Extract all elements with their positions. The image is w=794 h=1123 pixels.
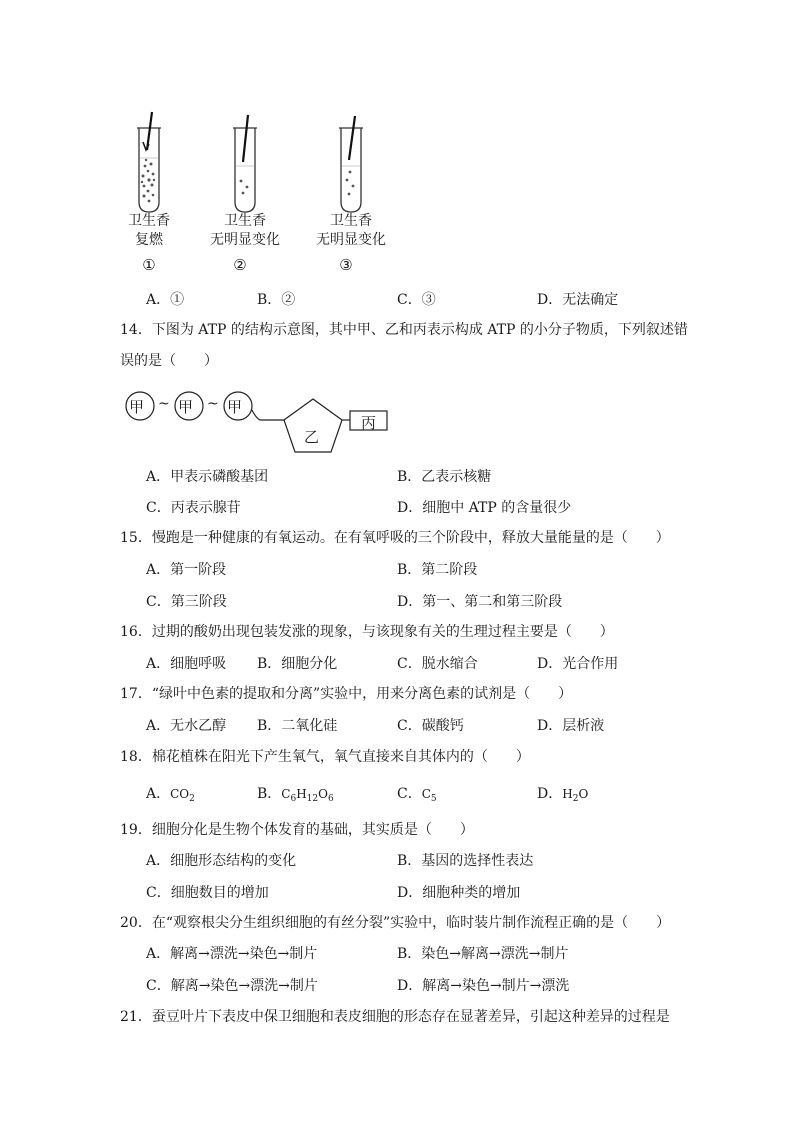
formula-subscript: 12 [306, 794, 319, 804]
formula-subscript: 6 [327, 794, 334, 804]
q17-option-c: C．碳酸钙 [397, 718, 464, 734]
q20-option-c: C．解离→染色→漂洗→制片 [146, 978, 318, 994]
q14-stem-line1: 14．下图为 ATP 的结构示意图，其中甲、乙和丙表示构成 ATP 的小分子物质，下列叙述错 [120, 322, 688, 338]
q14-option-b: B．乙表示核糖 [397, 469, 492, 485]
q18-option-a [146, 784, 195, 809]
q20-option-b: B．染色→解离→漂洗→制片 [397, 946, 569, 962]
option-prefix: B． [257, 786, 282, 802]
q16-stem: 16．过期的酸奶出现包装发涨的现象，与该现象有关的生理过程主要是（ ） [120, 624, 614, 640]
q21-stem: 21．蚕豆叶片下表皮中保卫细胞和表皮细胞的形态存在显著差异，引起这种差异的过程是 [120, 1009, 670, 1025]
formula-part: CO [170, 787, 190, 801]
tube-1-label [104, 212, 194, 250]
q13-option-a: A．① [146, 292, 185, 308]
option-prefix: A． [146, 786, 171, 802]
tube-3-number: ③ [339, 256, 353, 274]
q15-option-a: A．第一阶段 [146, 562, 227, 578]
q17-option-b: B．二氧化硅 [257, 718, 338, 734]
q20-stem: 20．在“观察根尖分生组织细胞的有丝分裂”实验中，临时装片制作流程正确的是（ ） [120, 915, 671, 931]
q19-stem: 19．细胞分化是生物个体发育的基础，其实质是（ ） [120, 822, 474, 838]
formula-subscript: 2 [572, 794, 579, 804]
atp-jia-1: 甲 [129, 398, 145, 416]
test-tube-1 [137, 112, 161, 212]
atp-tilde-1: ~ [158, 396, 170, 412]
atp-yi: 乙 [304, 428, 320, 446]
q15-option-b: B．第二阶段 [397, 562, 478, 578]
option-prefix: D． [537, 786, 563, 802]
q16-option-d: D．光合作用 [537, 656, 619, 672]
bubbles [141, 159, 155, 203]
atp-jia-3: 甲 [227, 398, 243, 416]
q17-option-d: D．层析液 [537, 718, 605, 734]
test-tube-2 [233, 115, 257, 212]
tube-label-line2: 无明显变化 [316, 232, 386, 248]
q16-option-c: C．脱水缩合 [397, 656, 478, 672]
option-prefix: C． [397, 786, 422, 802]
formula-part: O [578, 787, 589, 801]
q19-option-a: A．细胞形态结构的变化 [146, 853, 297, 869]
q20-option-a: A．解离→漂洗→染色→制片 [146, 946, 318, 962]
q15-option-d: D．第一、第二和第三阶段 [397, 594, 563, 610]
tube-label-line2: 无明显变化 [210, 232, 280, 248]
tube-label-line2: 复燃 [135, 232, 163, 248]
tube-label-line1: 卫生香 [330, 213, 372, 229]
formula-part: C [281, 787, 291, 801]
q13-option-c: C．③ [397, 292, 436, 308]
q14-option-a: A．甲表示磷酸基团 [146, 469, 269, 485]
formula-subscript: 2 [189, 794, 195, 804]
formula-subscript: 5 [430, 794, 437, 804]
q16-option-b: B．细胞分化 [257, 656, 338, 672]
formula-subscript: 6 [290, 794, 297, 804]
test-tube-3 [339, 116, 363, 212]
tube-1-number: ① [142, 256, 156, 274]
q18-option-b [257, 784, 334, 809]
atp-jia-2: 甲 [178, 398, 194, 416]
q14-option-c: C．丙表示腺苷 [146, 500, 241, 516]
bubbles [346, 171, 355, 196]
test-tube-figure [0, 0, 794, 215]
q14-stem-line2: 误的是（ ） [120, 353, 218, 369]
q19-option-c: C．细胞数目的增加 [146, 885, 269, 901]
incense-stick [349, 116, 355, 160]
q17-option-a: A．无水乙醇 [146, 718, 227, 734]
formula-part: C [421, 787, 431, 801]
q18-stem: 18．棉花植株在阳光下产生氧气，氧气直接来自其体内的（ ） [120, 749, 530, 765]
tube-2-number: ② [233, 256, 247, 274]
formula-part: O [318, 787, 328, 801]
tube-3-label [306, 212, 396, 250]
q13-option-b: B．② [257, 292, 296, 308]
q17-stem: 17．“绿叶中色素的提取和分离”实验中，用来分离色素的试剂是（ ） [120, 686, 573, 702]
q18-option-d [537, 784, 588, 809]
bond-line [252, 410, 285, 420]
q15-option-c: C．第三阶段 [146, 594, 227, 610]
atp-bing: 丙 [361, 414, 377, 432]
tube-2-label [200, 212, 290, 250]
q14-option-d: D．细胞中 ATP 的含量很少 [397, 500, 572, 516]
q16-option-a: A．细胞呼吸 [146, 656, 227, 672]
q13-option-d: D．无法确定 [537, 292, 619, 308]
formula-part: H [296, 787, 307, 801]
atp-tilde-2: ~ [207, 396, 219, 412]
q20-option-d: D．解离→染色→制片→漂洗 [397, 978, 570, 994]
tube-label-line1: 卫生香 [224, 213, 266, 229]
atp-structure-diagram [0, 380, 794, 460]
q19-option-d: D．细胞种类的增加 [397, 885, 521, 901]
q15-stem: 15．慢跑是一种健康的有氧运动。在有氧呼吸的三个阶段中，释放大量能量的是（ ） [120, 530, 670, 546]
formula-part: H [562, 787, 573, 801]
q19-option-b: B．基因的选择性表达 [397, 853, 534, 869]
q18-option-c [397, 784, 437, 809]
bubbles [240, 180, 249, 195]
tube-label-line1: 卫生香 [128, 213, 170, 229]
incense-stick [243, 115, 248, 162]
